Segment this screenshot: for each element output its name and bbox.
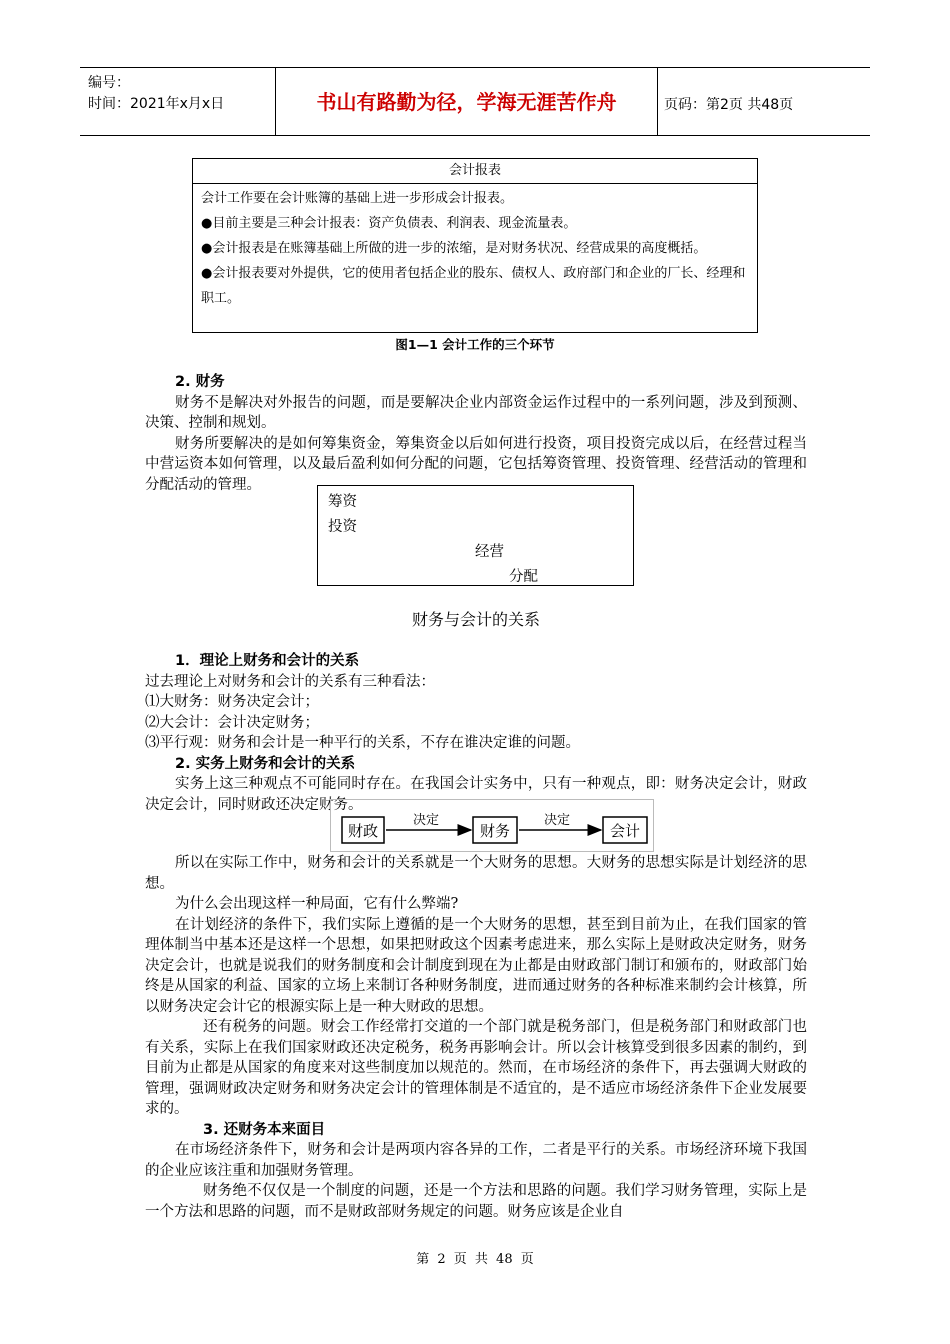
- finance-section: [145, 372, 807, 495]
- figure-caption: 图1—1 会计工作的三个环节: [395, 337, 555, 352]
- activity-investing: 投资: [328, 519, 357, 535]
- body-para: 在计划经济的条件下，我们实际上遵循的是一个大财务的思想，甚至到目前为止，在我们国家的管理体制当中基本还是这样一个思想，如果把财政这个因素考虑进来，那么实际上是财政决定财务，财务决定会计，也就是说我们的财务制度和会计制度到现在为止都是由财政部门制订和颁布的，财政部门始终是从国家的利益、国家的立场上来制订各种财务制度，进而通过财务的各种标准来制约会计核算，所以财务决定会计它的根源实际上是一种大财政的思想。: [145, 916, 807, 1015]
- discussion-section: [145, 853, 807, 1222]
- page-footer: 第 2 页 共 48 页: [416, 1252, 534, 1267]
- theory-view: ⑴大财务：财务决定会计；: [145, 694, 319, 710]
- finance-heading: 2. 财务: [175, 374, 225, 390]
- report-line: ●目前主要是三种会计报表：资产负债表、利润表、现金流量表。: [201, 216, 577, 231]
- header-number: 编号：: [88, 75, 130, 91]
- header-date: 时间：2021年x月x日: [88, 96, 225, 112]
- flow-arrow-label: 决定: [543, 813, 571, 828]
- body-para: 为什么会出现这样一种局面，它有什么弊端?: [175, 896, 459, 912]
- practice-heading: 2. 实务上财务和会计的关系: [175, 755, 356, 772]
- header-divider-right: [657, 67, 658, 136]
- flow-diagram: [330, 799, 654, 852]
- relationship-section: [145, 651, 807, 815]
- header-top-rule: [80, 67, 870, 68]
- accounting-report-box: [192, 158, 758, 333]
- theory-view: ⑶平行观：财务和会计是一种平行的关系，不存在谁决定谁的问题。: [145, 735, 580, 751]
- report-line: ●会计报表要对外提供，它的使用者包括企业的股东、债权人、政府部门和企业的厂长、经理和职工。: [201, 266, 746, 306]
- report-line: 会计工作要在会计账簿的基础上进一步形成会计报表。: [201, 191, 514, 206]
- header-bottom-rule: [80, 135, 870, 136]
- flow-arrow-label: 决定: [412, 813, 440, 828]
- theory-intro: 过去理论上对财务和会计的关系有三种看法：: [145, 673, 435, 690]
- finance-para-2: 财务所要解决的是如何筹集资金，筹集资金以后如何进行投资，项目投资完成以后，在经营过程当中营运资本如何管理，以及最后盈利如何分配的问题，它包括筹资管理、投资管理、经营活动的管理和分配活动的管理。: [145, 435, 807, 493]
- restore-para-1: 在市场经济条件下，财务和会计是两项内容各异的工作，二者是平行的关系。市场经济环境下我国的企业应该注重和加强财务管理。: [145, 1142, 807, 1179]
- finance-activities-box: [317, 485, 634, 586]
- finance-para-1: 财务不是解决对外报告的问题，而是要解决企业内部资金运作过程中的一系列问题，涉及到预测、决策、控制和规划。: [145, 394, 807, 431]
- report-box-body: [193, 184, 757, 313]
- theory-heading: 1．理论上财务和会计的关系: [175, 653, 360, 669]
- header-motto: 书山有路勤为径，学海无涯苦作舟: [316, 90, 617, 114]
- restore-heading: 3. 还财务本来面目: [203, 1121, 326, 1138]
- theory-view: ⑵大会计：会计决定财务；: [145, 714, 319, 731]
- body-para: 还有税务的问题。财会工作经常打交道的一个部门就是税务部门，但是税务部门和财政部门也有关系，实际上在我们国家财政还决定税务，税务再影响会计。所以会计核算受到很多因素的制约，到目前为止都是从国家的角度来对这些制度加以规范的。然而，在市场经济的条件下，再去强调大财政的管理，强调财政决定财务和财务决定会计的管理体制是不适宜的，是不适应市场经济条件下企业发展要求的。: [145, 1019, 807, 1117]
- practice-para: 实务上这三种观点不可能同时存在。在我国会计实务中，只有一种观点，即：财务决定会计，财政决定会计，同时财政还决定财务。: [145, 776, 807, 813]
- report-line: ●会计报表是在账簿基础上所做的进一步的浓缩，是对财务状况、经营成果的高度概括。: [201, 241, 707, 256]
- activity-financing: 筹资: [328, 494, 357, 510]
- flow-node-finance: 财务: [479, 822, 511, 840]
- restore-para-2: 财务绝不仅仅是一个制度的问题，还是一个方法和思路的问题。我们学习财务管理，实际上是一个方法和思路的问题，而不是财政部财务规定的问题。财务应该是企业自: [145, 1183, 807, 1220]
- activity-operating: 经营: [475, 544, 504, 560]
- header-page-number: 页码：第2页 共48页: [664, 97, 794, 113]
- section-title: 财务与会计的关系: [411, 610, 540, 629]
- flow-diagram-svg: [331, 800, 653, 851]
- flow-node-accounting: 会计: [609, 822, 641, 840]
- flow-node-fiscal: 财政: [347, 822, 379, 840]
- body-para: 所以在实际工作中，财务和会计的关系就是一个大财务的思想。大财务的思想实际是计划经济的思想。: [145, 855, 807, 892]
- activity-distribution: 分配: [509, 569, 538, 585]
- report-box-title: 会计报表: [193, 159, 757, 184]
